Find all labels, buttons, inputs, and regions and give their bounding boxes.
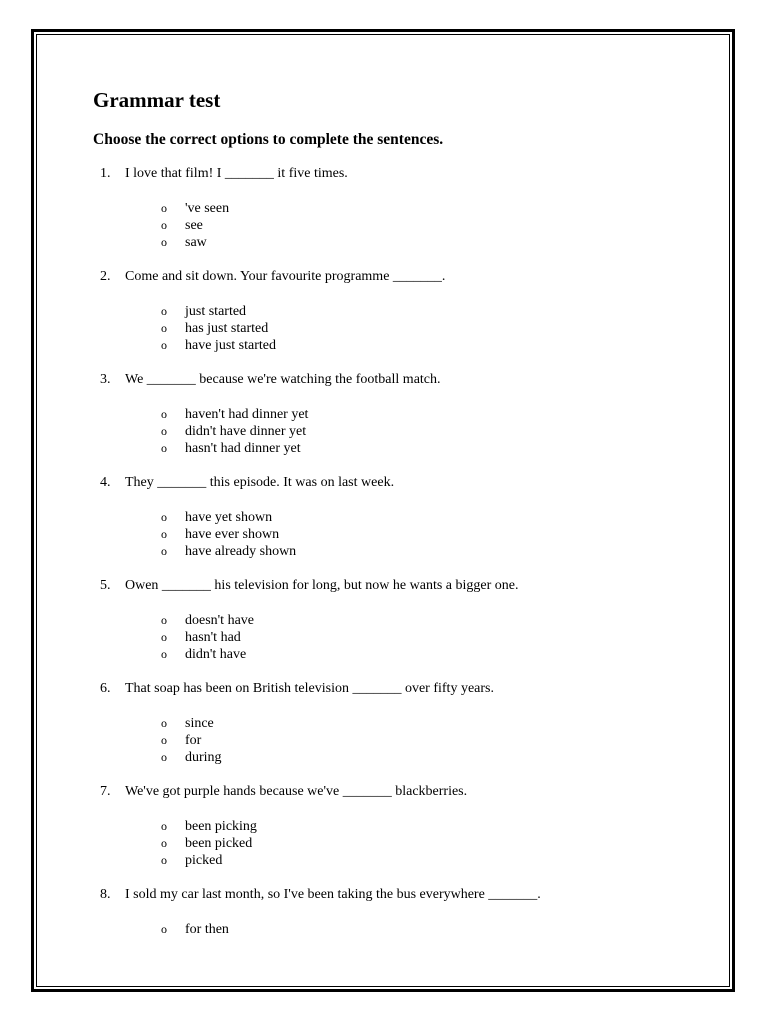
option-item[interactable] [93, 646, 593, 663]
option-item[interactable] [93, 423, 593, 440]
option-text: 've seen [185, 201, 230, 216]
option-item[interactable] [93, 835, 593, 852]
option-item[interactable] [93, 320, 593, 337]
option-text: for then [185, 922, 229, 937]
circle-bullet-icon: o [161, 304, 167, 318]
question-item [93, 269, 713, 372]
option-text: have just started [185, 338, 276, 353]
option-list [93, 303, 593, 354]
option-text: for [185, 733, 202, 748]
question-text: I sold my car last month, so I've been taking the bus everywhere _______. [125, 887, 541, 902]
option-text: hasn't had [185, 630, 241, 645]
question-number: 1. [100, 166, 111, 181]
option-list [93, 509, 593, 560]
option-item[interactable] [93, 337, 593, 354]
option-item[interactable] [93, 818, 593, 835]
option-item[interactable] [93, 440, 593, 457]
circle-bullet-icon: o [161, 235, 167, 249]
option-text: been picking [185, 819, 257, 834]
question-item [93, 475, 713, 578]
option-text: hasn't had dinner yet [185, 441, 301, 456]
question-text: I love that film! I _______ it five times. [125, 166, 348, 181]
question-item [93, 681, 713, 784]
option-text: have already shown [185, 544, 297, 559]
option-item[interactable] [93, 921, 593, 938]
option-item[interactable] [93, 749, 593, 766]
circle-bullet-icon: o [161, 510, 167, 524]
option-item[interactable] [93, 629, 593, 646]
question-number: 3. [100, 372, 111, 387]
circle-bullet-icon: o [161, 630, 167, 644]
question-text: Come and sit down. Your favourite programme _______. [125, 269, 446, 284]
question-text: They _______ this episode. It was on last week. [125, 475, 395, 490]
question-number: 5. [100, 578, 111, 593]
circle-bullet-icon: o [161, 853, 167, 867]
option-list [93, 200, 593, 251]
question-item [93, 166, 713, 269]
circle-bullet-icon: o [161, 836, 167, 850]
circle-bullet-icon: o [161, 750, 167, 764]
circle-bullet-icon: o [161, 527, 167, 541]
option-item[interactable] [93, 526, 593, 543]
option-list [93, 921, 593, 938]
option-item[interactable] [93, 852, 593, 869]
question-number: 8. [100, 887, 111, 902]
question-text: We've got purple hands because we've _______ blackberries. [125, 784, 468, 799]
option-text: have ever shown [185, 527, 280, 542]
option-item[interactable] [93, 543, 593, 560]
question-text: Owen _______ his television for long, but now he wants a bigger one. [125, 578, 519, 593]
option-item[interactable] [93, 217, 593, 234]
circle-bullet-icon: o [161, 819, 167, 833]
option-item[interactable] [93, 509, 593, 526]
option-list [93, 406, 593, 457]
page-title: Grammar test [93, 88, 221, 112]
option-text: been picked [185, 836, 253, 851]
question-text: That soap has been on British television _______ over fifty years. [125, 681, 494, 696]
option-item[interactable] [93, 612, 593, 629]
question-list [93, 166, 713, 990]
option-list [93, 612, 593, 663]
circle-bullet-icon: o [161, 218, 167, 232]
circle-bullet-icon: o [161, 544, 167, 558]
option-text: during [185, 750, 222, 765]
option-text: has just started [185, 321, 269, 336]
instructions: Choose the correct options to complete the sentences. [93, 131, 444, 148]
circle-bullet-icon: o [161, 613, 167, 627]
question-number: 6. [100, 681, 111, 696]
option-item[interactable] [93, 200, 593, 217]
option-text: since [185, 716, 214, 731]
option-list [93, 715, 593, 766]
option-text: see [185, 218, 203, 233]
option-item[interactable] [93, 303, 593, 320]
option-text: didn't have [185, 647, 247, 662]
question-item [93, 784, 713, 887]
option-text: saw [185, 235, 207, 250]
question-item [93, 578, 713, 681]
circle-bullet-icon: o [161, 733, 167, 747]
circle-bullet-icon: o [161, 647, 167, 661]
option-text: haven't had dinner yet [185, 407, 309, 422]
circle-bullet-icon: o [161, 424, 167, 438]
circle-bullet-icon: o [161, 716, 167, 730]
question-text: We _______ because we're watching the football match. [125, 372, 441, 387]
question-item [93, 372, 713, 475]
option-text: have yet shown [185, 510, 273, 525]
circle-bullet-icon: o [161, 201, 167, 215]
circle-bullet-icon: o [161, 321, 167, 335]
option-text: doesn't have [185, 613, 255, 628]
circle-bullet-icon: o [161, 922, 167, 936]
option-item[interactable] [93, 715, 593, 732]
question-item [93, 887, 713, 990]
question-number: 4. [100, 475, 111, 490]
option-list [93, 818, 593, 869]
question-number: 2. [100, 269, 111, 284]
option-item[interactable] [93, 732, 593, 749]
option-item[interactable] [93, 234, 593, 251]
circle-bullet-icon: o [161, 407, 167, 421]
option-text: just started [185, 304, 247, 319]
option-item[interactable] [93, 406, 593, 423]
circle-bullet-icon: o [161, 338, 167, 352]
option-text: didn't have dinner yet [185, 424, 307, 439]
circle-bullet-icon: o [161, 441, 167, 455]
option-text: picked [185, 853, 223, 868]
question-number: 7. [100, 784, 111, 799]
